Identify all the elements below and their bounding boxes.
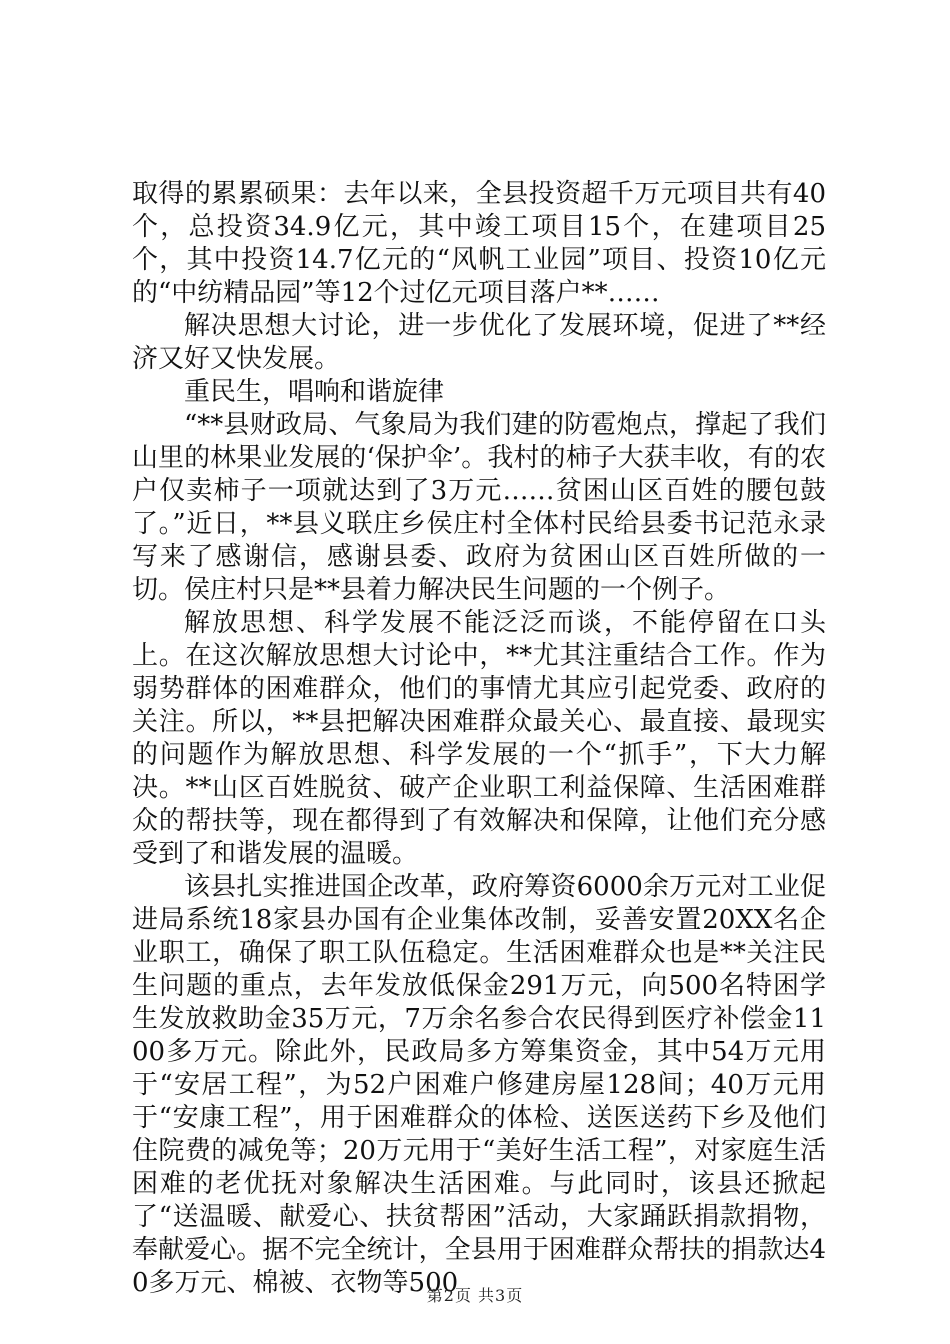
section-heading: 重民生，唱响和谐旋律 bbox=[184, 377, 445, 407]
paragraph-4: 解放思想、科学发展不能泛泛而谈，不能停留在口头上。在这次解放思想大讨论中，**尤其注重结合工作。作为弱势群体的困难群众，他们的事情尤其应引起党委、政府的关注。所以，**县把解决困难群众最关心、最直接、最现实的问题作为解放思想、科学发展的一个“抓手”，下大力解决。**山区百姓脱贫、破产企业职工利益保障、生活困难群众的帮扶等，现在都得到了有效解决和保障，让他们充分感受到了和谐发展的温暖。 bbox=[132, 608, 826, 869]
document-body bbox=[132, 178, 826, 1300]
paragraph-5: 该县扎实推进国企改革，政府筹资6000余万元对工业促进局系统18家县办国有企业集体改制，妥善安置20XX名企业职工，确保了职工队伍稳定。生活困难群众也是**关注民生问题的重点，去年发放低保金291万元，向500名特困学生发放救助金35万元，7万余名参合农民得到医疗补偿金1100多万元。除此外，民政局多方筹集资金，其中54万元用于“安居工程”，为52户困难户修建房屋128间；40万元用于“安康工程”，用于困难群众的体检、送医送药下乡及他们住院费的减免等；20万元用于“美好生活工程”，对家庭生活困难的老优抚对象解决生活困难。与此同时，该县还掀起了“送温暖、献爱心、扶贫帮困”活动，大家踊跃捐款捐物，奉献爱心。据不完全统计，全县用于困难群众帮扶的捐款达40多万元、棉被、衣物等500 bbox=[132, 872, 826, 1298]
paragraph-2: 解决思想大讨论，进一步优化了发展环境，促进了**经济又好又快发展。 bbox=[132, 311, 826, 374]
paragraph-3: “**县财政局、气象局为我们建的防雹炮点，撑起了我们山里的林果业发展的‘保护伞’。我村的柿子大获丰收，有的农户仅卖柿子一项就达到了3万元……贫困山区百姓的腰包鼓了。”近日，**县义联庄乡侯庄村全体村民给县委书记范永录写来了感谢信，感谢县委、政府为贫困山区百姓所做的一切。侯庄村只是**县着力解决民生问题的一个例子。 bbox=[132, 410, 826, 605]
page-number-footer: 第2页 共3页 bbox=[426, 1286, 524, 1305]
paragraph-1: 取得的累累硕果：去年以来，全县投资超千万元项目共有40个，总投资34.9亿元，其中竣工项目15个，在建项目25个，其中投资14.7亿元的“风帆工业园”项目、投资10亿元的“中纺精品园”等12个过亿元项目落户**…… bbox=[132, 179, 826, 308]
